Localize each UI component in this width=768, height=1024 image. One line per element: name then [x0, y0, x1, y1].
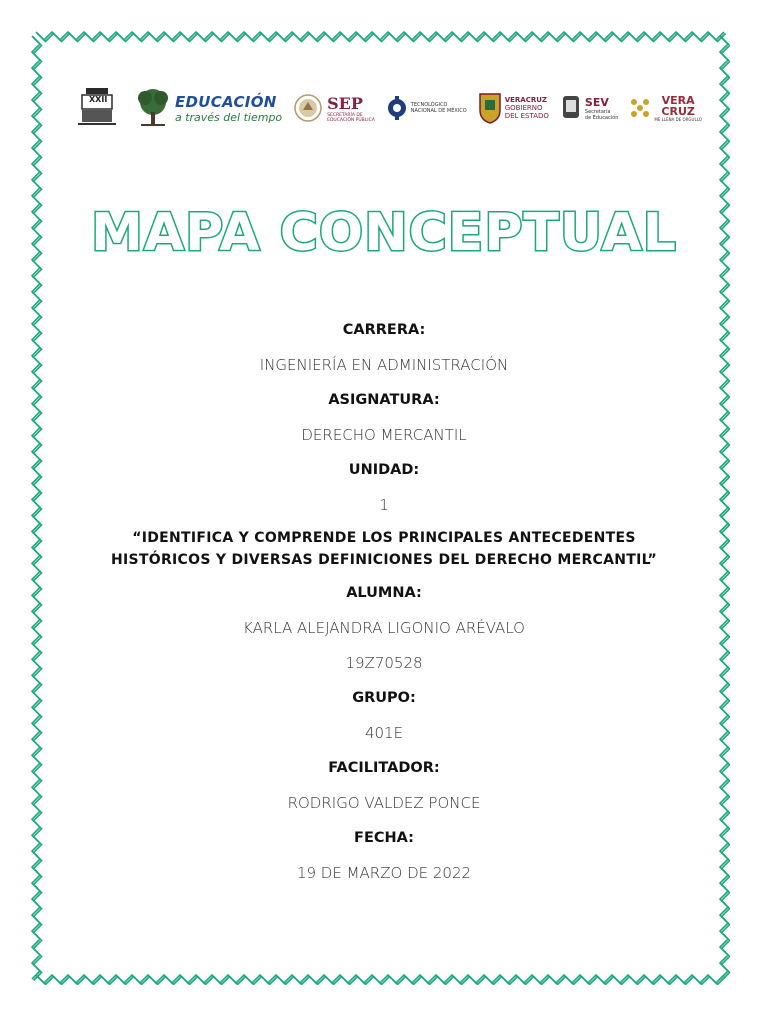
xxii-text: XXII [89, 95, 108, 104]
state-seal-icon [560, 93, 582, 123]
alumna-label: ALUMNA: [346, 585, 422, 601]
tecnm-text-2: NACIONAL DE MÉXICO [410, 108, 467, 114]
educacion-logo [133, 86, 282, 130]
del-estado-text: DEL ESTADO [504, 112, 549, 120]
asignatura-value: DERECHO MERCANTIL [301, 426, 467, 444]
crest-icon [72, 86, 122, 130]
sep-subtitle-1: SECRETARÍA DE [327, 112, 363, 118]
carrera-value: INGENIERÍA EN ADMINISTRACIÓN [259, 356, 509, 374]
orgullo-text: ME LLENA DE ORGULLO [654, 116, 702, 122]
tree-icon [133, 86, 173, 130]
matricula-value: 19Z70528 [345, 654, 423, 672]
border-zigzag-stroke [32, 36, 40, 979]
tecnologico-xxii-logo [72, 86, 122, 130]
fecha-value: 19 DE MARZO DE 2022 [296, 864, 472, 882]
title-container [0, 203, 768, 263]
educacion-title: EDUCACIÓN [174, 92, 277, 111]
facilitador-value: RODRIGO VALDEZ PONCE [287, 794, 481, 812]
border-zigzag-stroke [720, 36, 728, 979]
logo-bar [72, 86, 702, 130]
grupo-label: GRUPO: [352, 690, 416, 706]
sep-logo [293, 86, 375, 130]
veracruz-gobierno-logo [478, 86, 549, 130]
grupo-value: 401E [364, 724, 404, 742]
asignatura-label: ASIGNATURA: [328, 392, 440, 408]
tecnm-text-1: TECNOLÓGICO [410, 102, 448, 108]
tecnologico-nacional-logo [386, 86, 467, 130]
tema-line-1: “IDENTIFICA Y COMPRENDE LOS PRINCIPALES ANTECEDENTES [132, 530, 636, 546]
sev-title: SEV [584, 95, 609, 109]
unidad-label: UNIDAD: [348, 462, 420, 478]
carrera-label: CARRERA: [342, 322, 426, 338]
veracruz-text: VERACRUZ [504, 96, 547, 104]
sev-subtitle-1: Secretaría [584, 108, 611, 115]
tema-line-2: HISTÓRICOS Y DIVERSAS DEFINICIONES DEL DERECHO MERCANTIL” [111, 552, 657, 568]
cruz-text: CRUZ [661, 104, 695, 118]
document-title: MAPA CONCEPTUAL [91, 203, 677, 263]
sep-title: SEP [327, 93, 363, 113]
fecha-label: FECHA: [354, 830, 414, 846]
unidad-value: 1 [379, 496, 389, 514]
educacion-subtitle: a través del tiempo [174, 110, 283, 124]
eagle-seal-icon [293, 93, 323, 123]
veracruz-brand-logo [629, 86, 702, 130]
sep-subtitle-2: EDUCACIÓN PÚBLICA [327, 117, 375, 123]
cover-fields [60, 320, 708, 883]
vera-text: VERA [661, 93, 695, 107]
gear-icon [386, 94, 408, 122]
veracruz-shield-icon [478, 92, 502, 124]
sev-logo [560, 86, 619, 130]
sev-subtitle-2: de Educación [584, 114, 619, 121]
star-flower-icon [629, 97, 651, 119]
facilitador-label: FACILITADOR: [328, 760, 440, 776]
gobierno-text: GOBIERNO [504, 104, 543, 112]
alumna-value: KARLA ALEJANDRA LIGONIO ARÉVALO [243, 619, 525, 637]
